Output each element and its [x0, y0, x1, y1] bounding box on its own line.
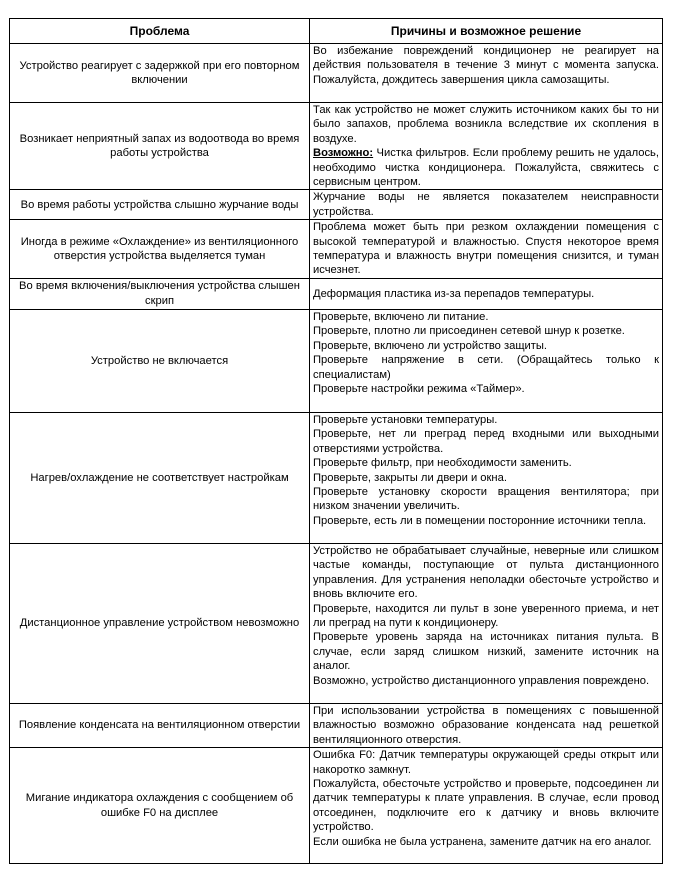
solution-paragraph: Во избежание повреждений кондиционер не реагирует на действия пользователя в течение 3 минут с момента запуска. Пожалуйста, дождитесь завершения цикла самозащиты. — [313, 45, 659, 86]
solution-cell — [310, 309, 663, 412]
solution-paragraph: Проверьте установки температуры. — [313, 413, 498, 426]
solution-paragraph: Проверьте, включено ли питание. — [313, 310, 489, 323]
header-problem: Проблема — [10, 19, 310, 44]
solution-paragraph: Возможно, устройство дистанционного управления повреждено. — [313, 674, 650, 687]
solution-cell — [310, 703, 663, 747]
solution-paragraph: Проблема может быть при резком охлаждении помещения с высокой температурой и влажностью. Спустя некоторое время температура и влажность внутри помещения снизится, и туман исчезнет. — [313, 221, 659, 277]
table-row — [10, 703, 663, 747]
table-header-row — [10, 19, 663, 44]
solution-cell — [310, 543, 663, 703]
solution-paragraph: Устройство не обрабатывает случайные, неверные или слишком частые команды, поступающие от пульта дистанционного управления. Для устранения неполадки обесточьте устройство и вновь включите его. — [313, 544, 659, 601]
solution-cell — [310, 220, 663, 279]
solution-cell — [310, 412, 663, 543]
table-row — [10, 543, 663, 703]
problem-cell: Дистанционное управление устройством невозможно — [10, 543, 310, 703]
table-row — [10, 190, 663, 220]
problem-cell: Во время включения/выключения устройства слышен скрип — [10, 278, 310, 309]
problem-cell: Во время работы устройства слышно журчание воды — [10, 190, 310, 220]
solution-paragraph: Проверьте, включено ли устройство защиты. — [313, 339, 548, 352]
solution-paragraph: Проверьте, закрыты ли двери и окна. — [313, 471, 507, 484]
solution-paragraph: Проверьте, находится ли пульт в зоне уверенного приема, и нет ли преград на пути к кондиционеру. — [313, 602, 659, 629]
solution-paragraph: При использовании устройства в помещениях с повышенной влажностью возможно образование конденсата над решеткой вентиляционного отверстия. — [313, 704, 659, 746]
solution-paragraph: Деформация пластика из-за перепадов температуры. — [313, 287, 595, 300]
troubleshooting-table — [9, 18, 663, 864]
table-row — [10, 278, 663, 309]
solution-paragraph: Проверьте напряжение в сети. (Обращайтесь только к специалистам) — [313, 354, 659, 381]
table-row — [10, 220, 663, 279]
solution-paragraph: Пожалуйста, обесточьте устройство и проверьте, подсоединен ли датчик температуры к плате управления. В случае, если провод отсоединен, подключите его к датчику и вновь включите устройство. — [313, 777, 659, 834]
solution-paragraph: Проверьте, нет ли преград перед входными или выходными отверстиями устройства. — [313, 428, 659, 455]
solution-paragraph: Проверьте, плотно ли присоединен сетевой шнур к розетке. — [313, 325, 625, 338]
solution-cell — [310, 44, 663, 103]
solution-paragraph: Ошибка F0: Датчик температуры окружающей среды открыт или накоротко замкнут. — [313, 749, 659, 776]
solution-paragraph: Если ошибка не была устранена, замените датчик на его аналог. — [313, 835, 652, 848]
problem-cell: Иногда в режиме «Охлаждение» из вентиляционного отверстия устройства выделяется туман — [10, 220, 310, 279]
keyword-text: Чистка фильтров. Если проблему решить не удалось, необходимо чистка кондиционера. Пожалуйста, свяжитесь с сервисным центром. — [313, 147, 659, 189]
table-row — [10, 44, 663, 103]
table-row — [10, 748, 663, 864]
solution-cell — [310, 103, 663, 190]
problem-cell: Устройство не включается — [10, 309, 310, 412]
solution-paragraph: Журчание воды не является показателем неисправности устройства. — [313, 191, 659, 218]
header-solution: Причины и возможное решение — [310, 19, 663, 44]
solution-cell — [310, 190, 663, 220]
solution-paragraph — [313, 146, 659, 189]
problem-cell: Возникает неприятный запах из водоотвода во время работы устройства — [10, 103, 310, 190]
solution-paragraph: Проверьте фильтр, при необходимости заменить. — [313, 457, 572, 470]
table-row — [10, 309, 663, 412]
problem-cell: Устройство реагирует с задержкой при его повторном включении — [10, 44, 310, 103]
table-row — [10, 412, 663, 543]
solution-paragraph: Проверьте, есть ли в помещении посторонние источники тепла. — [313, 514, 647, 527]
solution-cell — [310, 278, 663, 309]
solution-paragraph: Так как устройство не может служить источником каких бы то ни было запахов, проблема возникла вследствие их скопления в воздухе. — [313, 104, 659, 145]
solution-paragraph: Проверьте уровень заряда на источниках питания пульта. В случае, если заряд слишком низкий, замените источник на аналог. — [313, 631, 659, 673]
solution-paragraph: Проверьте установку скорости вращения вентилятора; при низком значении увеличить. — [313, 485, 659, 513]
problem-cell: Появление конденсата на вентиляционном отверстии — [10, 703, 310, 747]
solution-cell — [310, 748, 663, 864]
problem-cell: Мигание индикатора охлаждения с сообщением об ошибке F0 на дисплее — [10, 748, 310, 864]
table-row — [10, 103, 663, 190]
solution-paragraph: Проверьте настройки режима «Таймер». — [313, 382, 525, 395]
keyword-possible: Возможно: — [313, 147, 374, 160]
problem-cell: Нагрев/охлаждение не соответствует настройкам — [10, 412, 310, 543]
